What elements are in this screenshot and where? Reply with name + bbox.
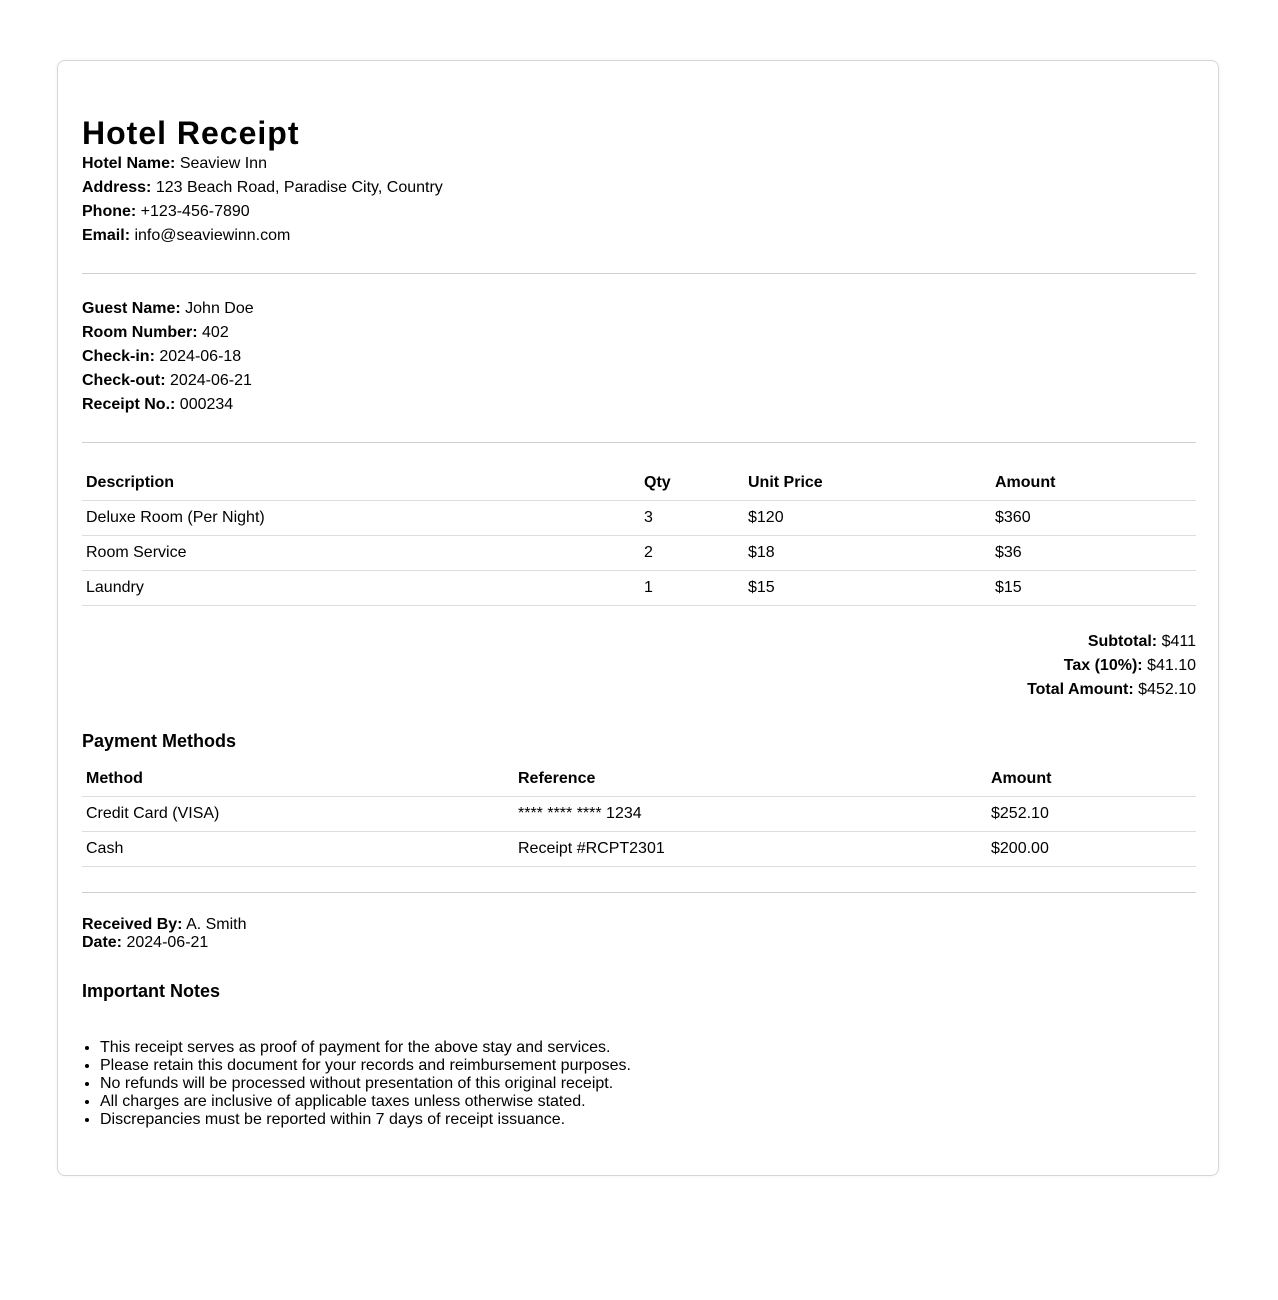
total-label: Total Amount: (1027, 681, 1134, 698)
list-item: • Please retain this document for your records and reimbursement purposes. (100, 1057, 631, 1075)
guest-name: John Doe (185, 300, 254, 317)
checkout-row (82, 369, 254, 393)
column-header-description: Description (82, 466, 640, 501)
subtotal-row (1027, 630, 1196, 654)
hotel-phone-row (82, 200, 443, 224)
item-qty: 2 (640, 536, 744, 571)
item-description: Room Service (82, 536, 640, 571)
hotel-name-row (82, 152, 443, 176)
received-by: A. Smith (186, 916, 247, 933)
received-date: 2024-06-21 (126, 934, 209, 951)
divider (82, 442, 1196, 443)
received-info (82, 916, 247, 952)
column-header-reference: Reference (514, 762, 987, 797)
received-date-row (82, 934, 247, 952)
item-unit-price: $18 (744, 536, 991, 571)
column-header-amount: Amount (991, 466, 1196, 501)
hotel-phone: +123-456-7890 (140, 203, 250, 220)
checkout-label: Check-out: (82, 372, 166, 389)
checkout-date: 2024-06-21 (170, 372, 252, 389)
item-unit-price: $15 (744, 571, 991, 606)
receipt-number-row (82, 393, 254, 417)
payment-amount: $252.10 (987, 797, 1196, 832)
item-amount: $36 (991, 536, 1196, 571)
item-qty: 3 (640, 501, 744, 536)
column-header-amount: Amount (987, 762, 1196, 797)
table-row (82, 832, 1196, 867)
guest-name-label: Guest Name: (82, 300, 181, 317)
hotel-address-label: Address: (82, 179, 152, 196)
total-value: $452.10 (1138, 681, 1196, 698)
room-number-label: Room Number: (82, 324, 198, 341)
charges-table (82, 466, 1196, 606)
guest-name-row (82, 297, 254, 321)
item-amount: $15 (991, 571, 1196, 606)
hotel-name: Seaview Inn (179, 155, 267, 172)
column-header-unit-price: Unit Price (744, 466, 991, 501)
table-header-row (82, 762, 1196, 797)
item-description: Laundry (82, 571, 640, 606)
item-amount: $360 (991, 501, 1196, 536)
received-by-label: Received By: (82, 916, 183, 933)
totals-summary (1027, 630, 1196, 702)
notes-list (82, 1039, 631, 1129)
subtotal-value: $411 (1161, 633, 1196, 650)
room-number: 402 (202, 324, 229, 341)
payment-reference: **** **** **** 1234 (514, 797, 987, 832)
payment-methods-heading: Payment Methods (82, 731, 237, 751)
receipt-number-label: Receipt No.: (82, 396, 176, 413)
total-row (1027, 678, 1196, 702)
checkin-row (82, 345, 254, 369)
item-unit-price: $120 (744, 501, 991, 536)
list-item: • This receipt serves as proof of payment for the above stay and services. (100, 1039, 631, 1057)
list-item: • Discrepancies must be reported within 7 days of receipt issuance. (100, 1111, 631, 1129)
received-date-label: Date: (82, 934, 123, 951)
checkin-label: Check-in: (82, 348, 155, 365)
payment-methods-table (82, 762, 1196, 867)
hotel-address: 123 Beach Road, Paradise City, Country (155, 179, 443, 196)
list-item: • No refunds will be processed without presentation of this original receipt. (100, 1075, 631, 1093)
divider (82, 273, 1196, 274)
important-notes-heading: Important Notes (82, 981, 221, 1001)
item-description: Deluxe Room (Per Night) (82, 501, 640, 536)
guest-info (82, 297, 254, 417)
hotel-address-row (82, 176, 443, 200)
table-header-row (82, 466, 1196, 501)
list-item: • All charges are inclusive of applicable taxes unless otherwise stated. (100, 1093, 631, 1111)
item-qty: 1 (640, 571, 744, 606)
table-row (82, 536, 1196, 571)
room-number-row (82, 321, 254, 345)
hotel-email-label: Email: (82, 227, 131, 244)
hotel-phone-label: Phone: (82, 203, 137, 220)
column-header-qty: Qty (640, 466, 744, 501)
hotel-email: info@seaviewinn.com (134, 227, 291, 244)
checkin-date: 2024-06-18 (159, 348, 242, 365)
tax-value: $41.10 (1147, 657, 1196, 674)
table-row (82, 797, 1196, 832)
table-row (82, 571, 1196, 606)
payment-reference: Receipt #RCPT2301 (514, 832, 987, 867)
hotel-name-label: Hotel Name: (82, 155, 176, 172)
table-row (82, 501, 1196, 536)
receipt-card (57, 60, 1219, 1176)
payment-method: Credit Card (VISA) (82, 797, 514, 832)
received-by-row (82, 916, 247, 934)
hotel-email-row (82, 224, 443, 248)
payment-method: Cash (82, 832, 514, 867)
subtotal-label: Subtotal: (1087, 633, 1158, 650)
receipt-number: 000234 (179, 396, 234, 413)
tax-label: Tax (10%): (1063, 657, 1143, 674)
hotel-info (82, 152, 443, 248)
page-title: Hotel Receipt (82, 115, 300, 151)
tax-row (1027, 654, 1196, 678)
payment-amount: $200.00 (987, 832, 1196, 867)
divider (82, 892, 1196, 893)
column-header-method: Method (82, 762, 514, 797)
